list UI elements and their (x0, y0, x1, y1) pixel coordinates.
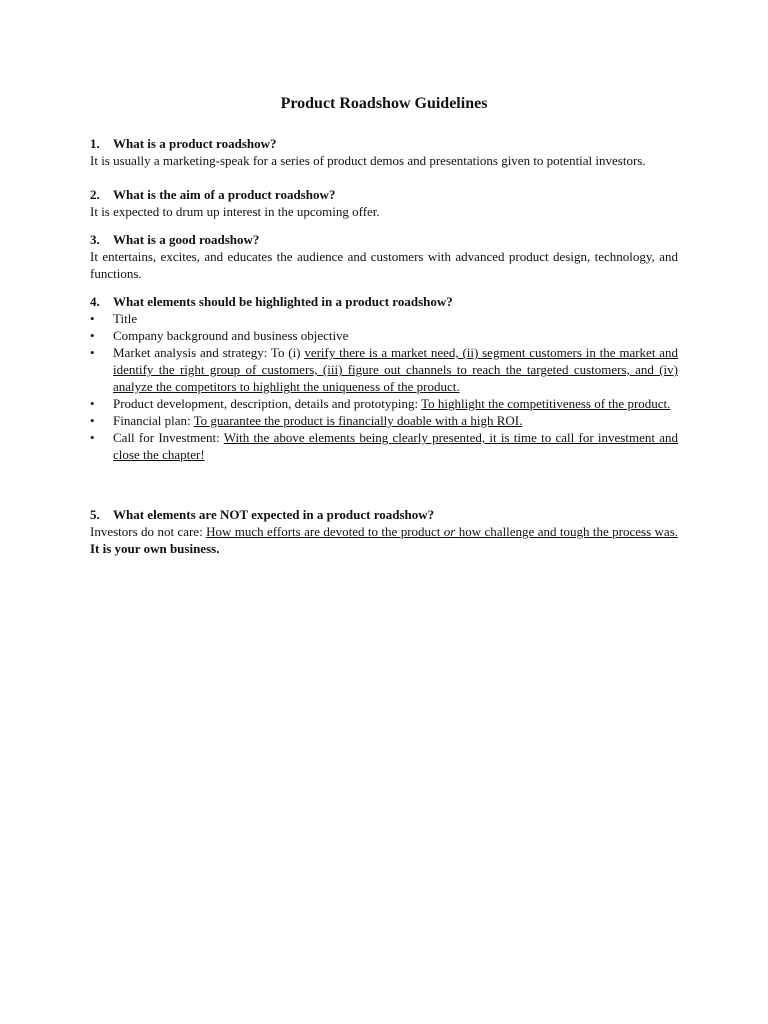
answer-bold-conclusion: It is your own business. (90, 541, 220, 556)
item-underlined-text: To guarantee the product is financially doable with a high ROI. (193, 413, 523, 428)
item-text: Company background and business objective (113, 328, 349, 343)
answer-or-italic: or (443, 524, 456, 539)
question-number: 5. (90, 507, 100, 522)
section-4 (90, 293, 678, 463)
item-underlined-text: With the above elements being clearly presented, it is time to call for investment and close the chapter! (113, 430, 678, 462)
bullet-icon: • (90, 430, 95, 445)
answer-text: It entertains, excites, and educates the audience and customers with advanced product design, technology, and functions. (90, 249, 678, 281)
question-number: 1. (90, 136, 100, 151)
item-underlined-text: To highlight the competitiveness of the product. (421, 396, 671, 411)
answer-text (90, 523, 678, 557)
item-text: Title (113, 311, 138, 326)
item-text: Call for Investment: (113, 430, 224, 445)
section-1 (90, 135, 678, 169)
question-heading (90, 506, 678, 523)
section-2 (90, 186, 678, 220)
list-item (90, 310, 678, 327)
bullet-list (90, 310, 678, 463)
question-number: 4. (90, 294, 100, 309)
question-heading (90, 293, 678, 310)
question-number: 2. (90, 187, 100, 202)
list-item (90, 344, 678, 395)
item-underlined-text: verify there is a market need, (ii) segment customers in the market and identify the right group of customers, (iii) figure out channels to reach the targeted customers, and (iv) analyze the competitors to highlight the uniqueness of the product. (113, 345, 678, 394)
bullet-icon: • (90, 328, 95, 343)
item-text: Market analysis and strategy: To (i) (113, 345, 305, 360)
item-text: Financial plan: (113, 413, 194, 428)
question-heading (90, 231, 678, 248)
question-text: What is the aim of a product roadshow? (113, 187, 336, 202)
page-title: Product Roadshow Guidelines (280, 95, 488, 112)
bullet-icon: • (90, 345, 95, 360)
answer-prefix: Investors do not care: (90, 524, 207, 539)
question-heading (90, 135, 678, 152)
item-text: Product development, description, details and prototyping: (113, 396, 422, 411)
bullet-icon: • (90, 311, 95, 326)
question-text: What elements are NOT expected in a product roadshow? (113, 507, 435, 522)
question-number: 3. (90, 232, 100, 247)
section-5 (90, 506, 678, 557)
question-heading (90, 186, 678, 203)
answer-underlined-2: how challenge and tough the process was. (455, 524, 678, 539)
list-item (90, 429, 678, 463)
list-item (90, 395, 678, 412)
list-item (90, 412, 678, 429)
question-text: What is a good roadshow? (113, 232, 260, 247)
bullet-icon: • (90, 413, 95, 428)
section-3 (90, 231, 678, 282)
list-item (90, 327, 678, 344)
question-text: What elements should be highlighted in a product roadshow? (113, 294, 453, 309)
answer-text: It is expected to drum up interest in the upcoming offer. (90, 204, 380, 219)
bullet-icon: • (90, 396, 95, 411)
answer-text: It is usually a marketing-speak for a series of product demos and presentations given to potential investors. (90, 153, 646, 168)
answer-underlined-1: How much efforts are devoted to the product (206, 524, 444, 539)
question-text: What is a product roadshow? (113, 136, 277, 151)
